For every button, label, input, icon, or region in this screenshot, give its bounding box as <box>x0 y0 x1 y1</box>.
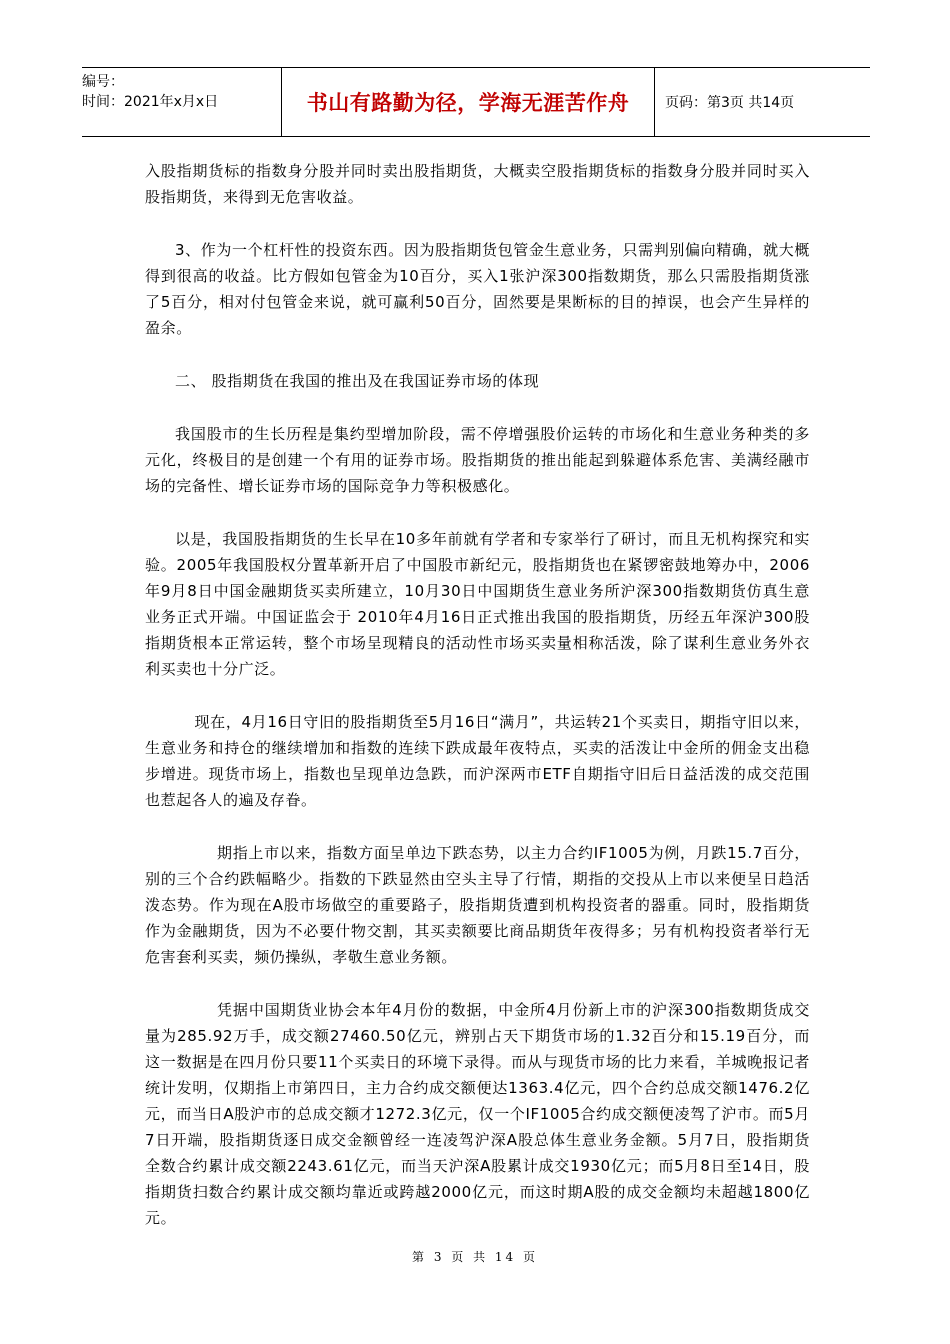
paragraph: 3、作为一个杠杆性的投资东西。因为股指期货包管金生意业务，只需判别偏向精确，就大概得到很高的收益。比方假如包管金为10百分，买入1张沪深300指数期货，那么只需股指期货涨了5百分，相对付包管金来说，就可赢利50百分，固然要是果断标的目的掉误，也会产生异样的盈余。 <box>145 241 810 337</box>
paragraph: 入股指期货标的指数身分股并同时卖出股指期货，大概卖空股指期货标的指数身分股并同时买入股指期货，来得到无危害收益。 <box>145 162 810 206</box>
header-motto: 书山有路勤为径，学海无涯苦作舟 <box>282 68 655 136</box>
paragraph: 现在，4月16日守旧的股指期货至5月16日“满月”，共运转21个买卖日，期指守旧以来，生意业务和持仓的继续增加和指数的连续下跌成最年夜特点，买卖的活泼让中金所的佣金支出稳步增进。现货市场上，指数也呈现单边急跌，而沪深两市ETF自期指守旧后日益活泼的成交范围也惹起各人的遍及存眷。 <box>145 713 810 809</box>
header-page-info: 页码：第3页 共14页 <box>665 95 795 111</box>
paragraph: 我国股市的生长历程是集约型增加阶段，需不停增强股价运转的市场化和生意业务种类的多元化，终极目的是创建一个有用的证券市场。股指期货的推出能起到躲避体系危害、美满经融市场的完备性、增长证券市场的国际竞争力等积极感化。 <box>145 425 810 495</box>
paragraph: 凭据中国期货业协会本年4月份的数据，中金所4月份新上市的沪深300指数期货成交量为285.92万手，成交额27460.50亿元，辨别占天下期货市场的1.32百分和15.19百分，而这一数据是在四月份只要11个买卖日的环境下录得。而从与现货市场的比力来看，羊城晚报记者统计发明，仅期指上市第四日，主力合约成交额便达1363.4亿元，四个合约总成交额1476.2亿元，而当日A股沪市的总成交额才1272.3亿元，仅一个IF1005合约成交额便凌驾了沪市。而5月7日开端，股指期货逐日成交金额曾经一连凌驾沪深A股总体生意业务金额。5月7日，股指期货全数合约累计成交额2243.61亿元，而当天沪深A股累计成交1930亿元；而5月8日至14日，股指期货扫数合约累计成交额均靠近或跨越2000亿元，而这时期A股的成交金额均未超越1800亿元。 <box>145 1001 810 1227</box>
document-date-label: 时间：2021年x月x日 <box>82 94 219 110</box>
page-header <box>82 67 870 137</box>
paragraph: 期指上市以来，指数方面呈单边下跌态势，以主力合约IF1005为例，月跌15.7百分，别的三个合约跌幅略少。指数的下跌显然由空头主导了行情，期指的交投从上市以来便呈日趋活泼态势。作为现在A股市场做空的重要路子，股指期货遭到机构投资者的器重。同时，股指期货作为金融期货，因为不必要什物交割，其买卖额要比商品期货年夜得多；另有机构投资者举行无危害套利买卖，频仍操纵，孝敬生意业务额。 <box>145 844 810 966</box>
section-heading: 二、 股指期货在我国的推出及在我国证券市场的体现 <box>175 372 540 390</box>
paragraph: 以是，我国股指期货的生长早在10多年前就有学者和专家举行了研讨，而且无机构探究和实验。2005年我国股权分置革新开启了中国股市新纪元，股指期货也在紧锣密鼓地筹办中，2006年9月8日中国金融期货买卖所建立，10月30日中国期货生意业务所沪深300指数期货仿真生意业务正式开端。中国证监会于 2010年4月16日正式推出我国的股指期货，历经五年深沪300股指期货根本正常运转，整个市场呈现精良的活动性市场买卖量相称活泼，除了谋利生意业务外衣利买卖也十分广泛。 <box>145 530 810 678</box>
header-meta <box>82 68 282 136</box>
page-footer: 第 3 页 共 14 页 <box>412 1250 538 1264</box>
document-id-label: 编号： <box>82 74 124 90</box>
document-body <box>145 158 810 1258</box>
